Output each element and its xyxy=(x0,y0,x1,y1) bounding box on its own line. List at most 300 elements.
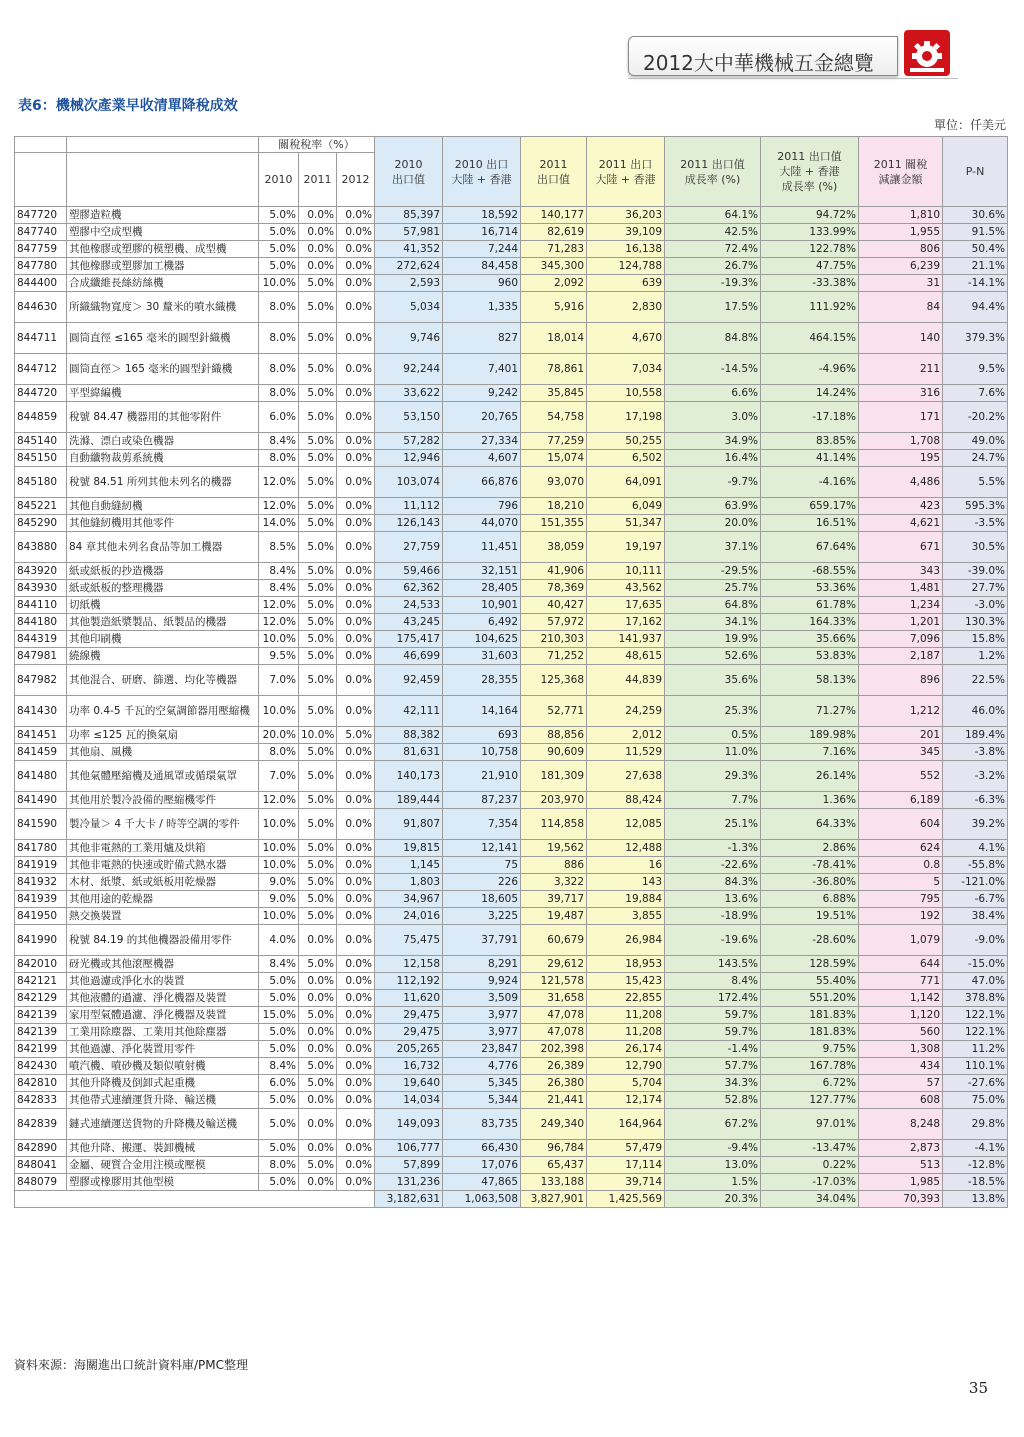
cell-tariff-2012: 0.0% xyxy=(337,1109,375,1140)
table-row xyxy=(15,515,1008,532)
cell-tariff-2010: 5.0% xyxy=(259,258,299,275)
cell-tariff-2011: 5.0% xyxy=(299,792,337,809)
cell-p-n: 9.5% xyxy=(943,354,1008,385)
cell-cn-export-2011: 7,034 xyxy=(587,354,665,385)
table-row xyxy=(15,224,1008,241)
cell-cn-export-2011: 5,704 xyxy=(587,1075,665,1092)
cell-tariff-2011: 0.0% xyxy=(299,1174,337,1191)
cell-hs-code: 841451 xyxy=(15,727,67,744)
cell-tariff-2012: 0.0% xyxy=(337,323,375,354)
cell-growth-2011: 20.0% xyxy=(665,515,761,532)
cell-tariff-2012: 0.0% xyxy=(337,258,375,275)
table-row xyxy=(15,990,1008,1007)
cell-cn-export-2010: 44,070 xyxy=(443,515,521,532)
cell-hs-code: 844859 xyxy=(15,402,67,433)
cell-p-n: 110.1% xyxy=(943,1058,1008,1075)
cell-cn-export-2011: 11,529 xyxy=(587,744,665,761)
cell-export-2011: 39,717 xyxy=(521,891,587,908)
cell-item-name: 圓筒直徑＞ 165 毫米的圓型針織機 xyxy=(67,354,259,385)
unit-label: 單位：仟美元 xyxy=(933,118,1006,132)
cell-hs-code: 841490 xyxy=(15,792,67,809)
cell-cn-export-2011: 43,562 xyxy=(587,580,665,597)
cell-tariff-2011: 5.0% xyxy=(299,809,337,840)
total-tariff-reduction: 70,393 xyxy=(859,1191,943,1208)
table-row xyxy=(15,908,1008,925)
cell-cn-export-2010: 84,458 xyxy=(443,258,521,275)
cell-tariff-2012: 0.0% xyxy=(337,614,375,631)
cell-export-2011: 71,252 xyxy=(521,648,587,665)
cell-tariff-reduction: 1,708 xyxy=(859,433,943,450)
cell-export-2010: 19,640 xyxy=(375,1075,443,1092)
table-row xyxy=(15,385,1008,402)
cell-item-name: 其他製造紙漿製品、紙製品的機器 xyxy=(67,614,259,631)
cell-growth-2011: 52.8% xyxy=(665,1092,761,1109)
cell-tariff-2012: 5.0% xyxy=(337,727,375,744)
cell-item-name: 切紙機 xyxy=(67,597,259,614)
cell-tariff-2011: 0.0% xyxy=(299,1024,337,1041)
cell-p-n: 595.3% xyxy=(943,498,1008,515)
cell-tariff-2011: 5.0% xyxy=(299,1157,337,1174)
cell-hs-code: 842139 xyxy=(15,1007,67,1024)
cell-item-name: 紙或紙板的整理機器 xyxy=(67,580,259,597)
cell-cn-export-2011: 2,012 xyxy=(587,727,665,744)
cell-export-2011: 31,658 xyxy=(521,990,587,1007)
cell-item-name: 其他混合、研磨、篩選、均化等機器 xyxy=(67,665,259,696)
cell-growth-2011: 26.7% xyxy=(665,258,761,275)
cell-tariff-reduction: 1,955 xyxy=(859,224,943,241)
cell-item-name: 塑膠中空成型機 xyxy=(67,224,259,241)
cell-growth-2011: 0.5% xyxy=(665,727,761,744)
cell-tariff-2010: 7.0% xyxy=(259,761,299,792)
cell-p-n: 38.4% xyxy=(943,908,1008,925)
cell-item-name: 所織織物寬度＞ 30 釐米的噴水織機 xyxy=(67,292,259,323)
cell-tariff-reduction: 624 xyxy=(859,840,943,857)
cell-cn-growth-2011: 35.66% xyxy=(761,631,859,648)
cell-cn-growth-2011: 47.75% xyxy=(761,258,859,275)
cell-tariff-2010: 8.5% xyxy=(259,532,299,563)
table-row xyxy=(15,973,1008,990)
cell-tariff-2011: 5.0% xyxy=(299,891,337,908)
cell-export-2011: 249,340 xyxy=(521,1109,587,1140)
cell-cn-growth-2011: 128.59% xyxy=(761,956,859,973)
cell-export-2011: 82,619 xyxy=(521,224,587,241)
cell-tariff-2011: 5.0% xyxy=(299,840,337,857)
cell-tariff-2010: 6.0% xyxy=(259,1075,299,1092)
cell-tariff-2011: 0.0% xyxy=(299,207,337,224)
cell-cn-export-2011: 22,855 xyxy=(587,990,665,1007)
cell-tariff-2012: 0.0% xyxy=(337,224,375,241)
cell-cn-export-2011: 17,162 xyxy=(587,614,665,631)
cell-export-2010: 126,143 xyxy=(375,515,443,532)
cell-tariff-2012: 0.0% xyxy=(337,467,375,498)
cell-tariff-2010: 5.0% xyxy=(259,990,299,1007)
cell-tariff-2012: 0.0% xyxy=(337,840,375,857)
cell-hs-code: 841480 xyxy=(15,761,67,792)
cell-p-n: -27.6% xyxy=(943,1075,1008,1092)
cell-tariff-2010: 5.0% xyxy=(259,241,299,258)
cell-tariff-2010: 8.0% xyxy=(259,1157,299,1174)
cell-export-2010: 131,236 xyxy=(375,1174,443,1191)
cell-tariff-2011: 5.0% xyxy=(299,597,337,614)
gear-logo-icon xyxy=(904,30,950,76)
cell-tariff-2011: 0.0% xyxy=(299,1092,337,1109)
cell-growth-2011: -14.5% xyxy=(665,354,761,385)
cell-item-name: 其他印刷機 xyxy=(67,631,259,648)
cell-export-2011: 121,578 xyxy=(521,973,587,990)
cell-p-n: -39.0% xyxy=(943,563,1008,580)
cell-export-2011: 19,487 xyxy=(521,908,587,925)
cell-cn-export-2010: 18,592 xyxy=(443,207,521,224)
cell-tariff-reduction: 6,239 xyxy=(859,258,943,275)
cell-growth-2011: 35.6% xyxy=(665,665,761,696)
cell-tariff-2011: 5.0% xyxy=(299,563,337,580)
cell-tariff-2012: 0.0% xyxy=(337,857,375,874)
header-divider xyxy=(628,78,958,79)
cell-growth-2011: 42.5% xyxy=(665,224,761,241)
cell-cn-export-2011: 26,174 xyxy=(587,1041,665,1058)
cell-cn-export-2011: 15,423 xyxy=(587,973,665,990)
table-row xyxy=(15,792,1008,809)
cell-export-2010: 11,112 xyxy=(375,498,443,515)
table-row xyxy=(15,1140,1008,1157)
cell-tariff-2012: 0.0% xyxy=(337,1174,375,1191)
cell-growth-2011: 59.7% xyxy=(665,1007,761,1024)
cell-p-n: 24.7% xyxy=(943,450,1008,467)
cell-export-2010: 88,382 xyxy=(375,727,443,744)
header-cn-growth-line1: 2011 出口值 xyxy=(777,150,842,163)
cell-p-n: -12.8% xyxy=(943,1157,1008,1174)
cell-tariff-2012: 0.0% xyxy=(337,744,375,761)
cell-tariff-reduction: 608 xyxy=(859,1092,943,1109)
table-row xyxy=(15,1058,1008,1075)
header-cn-2010 xyxy=(443,137,521,207)
cell-tariff-2010: 8.4% xyxy=(259,580,299,597)
cell-tariff-2011: 5.0% xyxy=(299,665,337,696)
cell-cn-export-2010: 31,603 xyxy=(443,648,521,665)
cell-item-name: 木材、紙漿、紙或紙板用乾燥器 xyxy=(67,874,259,891)
cell-hs-code: 842839 xyxy=(15,1109,67,1140)
cell-export-2011: 114,858 xyxy=(521,809,587,840)
cell-cn-growth-2011: 97.01% xyxy=(761,1109,859,1140)
cell-tariff-2012: 0.0% xyxy=(337,1058,375,1075)
cell-growth-2011: 11.0% xyxy=(665,744,761,761)
table-row xyxy=(15,696,1008,727)
cell-cn-growth-2011: -78.41% xyxy=(761,857,859,874)
cell-export-2011: 203,970 xyxy=(521,792,587,809)
cell-tariff-2010: 10.0% xyxy=(259,275,299,292)
cell-hs-code: 843930 xyxy=(15,580,67,597)
cell-tariff-2010: 4.0% xyxy=(259,925,299,956)
cell-export-2010: 85,397 xyxy=(375,207,443,224)
cell-export-2011: 38,059 xyxy=(521,532,587,563)
cell-tariff-reduction: 896 xyxy=(859,665,943,696)
cell-growth-2011: 72.4% xyxy=(665,241,761,258)
cell-export-2010: 27,759 xyxy=(375,532,443,563)
cell-tariff-2012: 0.0% xyxy=(337,207,375,224)
cell-tariff-2012: 0.0% xyxy=(337,1075,375,1092)
cell-tariff-2010: 6.0% xyxy=(259,402,299,433)
cell-tariff-2012: 0.0% xyxy=(337,956,375,973)
cell-cn-export-2011: 141,937 xyxy=(587,631,665,648)
cell-hs-code: 841990 xyxy=(15,925,67,956)
cell-tariff-reduction: 513 xyxy=(859,1157,943,1174)
cell-hs-code: 842810 xyxy=(15,1075,67,1092)
cell-item-name: 稅號 84.51 所列其他未列名的機器 xyxy=(67,467,259,498)
cell-tariff-reduction: 771 xyxy=(859,973,943,990)
cell-growth-2011: -1.3% xyxy=(665,840,761,857)
cell-item-name: 稅號 84.19 的其他機器設備用零件 xyxy=(67,925,259,956)
cell-growth-2011: 25.3% xyxy=(665,696,761,727)
cell-tariff-2012: 0.0% xyxy=(337,433,375,450)
cell-tariff-reduction: 4,486 xyxy=(859,467,943,498)
cell-tariff-2011: 5.0% xyxy=(299,515,337,532)
header-reduction xyxy=(859,137,943,207)
cell-cn-export-2010: 32,151 xyxy=(443,563,521,580)
cell-item-name: 合成纖維長絲紡絲機 xyxy=(67,275,259,292)
header-year-2011: 2011 xyxy=(299,153,337,207)
cell-growth-2011: 37.1% xyxy=(665,532,761,563)
cell-cn-export-2010: 23,847 xyxy=(443,1041,521,1058)
cell-cn-export-2010: 827 xyxy=(443,323,521,354)
cell-tariff-reduction: 806 xyxy=(859,241,943,258)
cell-export-2011: 133,188 xyxy=(521,1174,587,1191)
cell-p-n: -18.5% xyxy=(943,1174,1008,1191)
cell-cn-export-2010: 28,355 xyxy=(443,665,521,696)
cell-cn-growth-2011: 464.15% xyxy=(761,323,859,354)
cell-tariff-2011: 0.0% xyxy=(299,990,337,1007)
table-row xyxy=(15,467,1008,498)
cell-cn-export-2011: 88,424 xyxy=(587,792,665,809)
cell-growth-2011: 17.5% xyxy=(665,292,761,323)
cell-export-2010: 272,624 xyxy=(375,258,443,275)
cell-cn-export-2010: 960 xyxy=(443,275,521,292)
cell-cn-growth-2011: 94.72% xyxy=(761,207,859,224)
cell-growth-2011: -19.3% xyxy=(665,275,761,292)
cell-cn-growth-2011: -68.55% xyxy=(761,563,859,580)
cell-export-2011: 47,078 xyxy=(521,1024,587,1041)
cell-p-n: -3.0% xyxy=(943,597,1008,614)
cell-tariff-reduction: 201 xyxy=(859,727,943,744)
cell-tariff-reduction: 140 xyxy=(859,323,943,354)
cell-cn-export-2011: 11,208 xyxy=(587,1024,665,1041)
cell-cn-growth-2011: 67.64% xyxy=(761,532,859,563)
cell-export-2010: 92,244 xyxy=(375,354,443,385)
cell-tariff-2011: 5.0% xyxy=(299,292,337,323)
cell-item-name: 其他橡膠或塑膠的模塑機、成型機 xyxy=(67,241,259,258)
cell-p-n: -121.0% xyxy=(943,874,1008,891)
cell-tariff-reduction: 211 xyxy=(859,354,943,385)
cell-tariff-2012: 0.0% xyxy=(337,648,375,665)
cell-tariff-2011: 0.0% xyxy=(299,1041,337,1058)
cell-cn-export-2011: 3,855 xyxy=(587,908,665,925)
cell-tariff-2010: 5.0% xyxy=(259,1174,299,1191)
cell-item-name: 其他縫紉機用其他零件 xyxy=(67,515,259,532)
cell-export-2010: 1,803 xyxy=(375,874,443,891)
cell-export-2011: 47,078 xyxy=(521,1007,587,1024)
cell-cn-export-2010: 7,354 xyxy=(443,809,521,840)
cell-export-2011: 40,427 xyxy=(521,597,587,614)
cell-item-name: 其他用途的乾燥器 xyxy=(67,891,259,908)
cell-export-2011: 77,259 xyxy=(521,433,587,450)
cell-growth-2011: 59.7% xyxy=(665,1024,761,1041)
cell-cn-export-2011: 26,984 xyxy=(587,925,665,956)
cell-hs-code: 842129 xyxy=(15,990,67,1007)
cell-hs-code: 841939 xyxy=(15,891,67,908)
cell-hs-code: 844180 xyxy=(15,614,67,631)
cell-cn-growth-2011: 167.78% xyxy=(761,1058,859,1075)
cell-tariff-2010: 8.4% xyxy=(259,1058,299,1075)
cell-tariff-2011: 5.0% xyxy=(299,498,337,515)
cell-tariff-2012: 0.0% xyxy=(337,973,375,990)
table-row xyxy=(15,258,1008,275)
cell-cn-growth-2011: 53.36% xyxy=(761,580,859,597)
table-row xyxy=(15,498,1008,515)
cell-p-n: 379.3% xyxy=(943,323,1008,354)
cell-export-2010: 1,145 xyxy=(375,857,443,874)
cell-cn-export-2010: 14,164 xyxy=(443,696,521,727)
cell-tariff-2011: 5.0% xyxy=(299,467,337,498)
cell-tariff-reduction: 5 xyxy=(859,874,943,891)
cell-export-2011: 96,784 xyxy=(521,1140,587,1157)
cell-p-n: -14.1% xyxy=(943,275,1008,292)
header-title: 2012大中華機械五金總覽 xyxy=(643,51,874,75)
cell-cn-growth-2011: -4.96% xyxy=(761,354,859,385)
cell-item-name: 洗滌、漂白或染色機器 xyxy=(67,433,259,450)
cell-hs-code: 842430 xyxy=(15,1058,67,1075)
cell-export-2010: 9,746 xyxy=(375,323,443,354)
table-row xyxy=(15,532,1008,563)
cell-tariff-reduction: 8,248 xyxy=(859,1109,943,1140)
cell-export-2011: 78,369 xyxy=(521,580,587,597)
cell-tariff-2010: 8.0% xyxy=(259,450,299,467)
cell-cn-export-2010: 37,791 xyxy=(443,925,521,956)
cell-export-2010: 12,946 xyxy=(375,450,443,467)
cell-hs-code: 841430 xyxy=(15,696,67,727)
table-row xyxy=(15,665,1008,696)
cell-cn-export-2011: 57,479 xyxy=(587,1140,665,1157)
cell-tariff-2010: 10.0% xyxy=(259,840,299,857)
cell-export-2011: 78,861 xyxy=(521,354,587,385)
cell-growth-2011: 84.3% xyxy=(665,874,761,891)
cell-hs-code: 847720 xyxy=(15,207,67,224)
cell-cn-growth-2011: 83.85% xyxy=(761,433,859,450)
cell-growth-2011: 34.9% xyxy=(665,433,761,450)
cell-cn-growth-2011: 19.51% xyxy=(761,908,859,925)
cell-growth-2011: 57.7% xyxy=(665,1058,761,1075)
cell-export-2010: 103,074 xyxy=(375,467,443,498)
table-row xyxy=(15,1109,1008,1140)
cell-tariff-2012: 0.0% xyxy=(337,275,375,292)
cell-export-2010: 11,620 xyxy=(375,990,443,1007)
cell-cn-export-2011: 48,615 xyxy=(587,648,665,665)
cell-growth-2011: 64.1% xyxy=(665,207,761,224)
header-blank-name xyxy=(67,137,259,153)
cell-export-2011: 210,303 xyxy=(521,631,587,648)
cell-export-2011: 181,309 xyxy=(521,761,587,792)
cell-export-2010: 29,475 xyxy=(375,1024,443,1041)
table-row xyxy=(15,354,1008,385)
cell-hs-code: 841932 xyxy=(15,874,67,891)
cell-cn-growth-2011: 551.20% xyxy=(761,990,859,1007)
header-growth-2011-line2: 成長率 (%) xyxy=(684,172,741,186)
cell-export-2010: 75,475 xyxy=(375,925,443,956)
total-cn-growth-2011: 34.04% xyxy=(761,1191,859,1208)
cell-tariff-2010: 12.0% xyxy=(259,597,299,614)
header-reduction-line1: 2011 關稅 xyxy=(873,157,928,171)
cell-p-n: 75.0% xyxy=(943,1092,1008,1109)
cell-tariff-2011: 5.0% xyxy=(299,433,337,450)
cell-cn-export-2010: 10,901 xyxy=(443,597,521,614)
cell-cn-export-2010: 17,076 xyxy=(443,1157,521,1174)
cell-tariff-2011: 5.0% xyxy=(299,580,337,597)
cell-tariff-2011: 10.0% xyxy=(299,727,337,744)
table-row xyxy=(15,1024,1008,1041)
cell-tariff-2010: 10.0% xyxy=(259,696,299,727)
cell-tariff-2010: 12.0% xyxy=(259,792,299,809)
cell-item-name: 其他升降機及倒卸式起重機 xyxy=(67,1075,259,1092)
cell-cn-growth-2011: 189.98% xyxy=(761,727,859,744)
cell-p-n: 27.7% xyxy=(943,580,1008,597)
cell-export-2010: 57,899 xyxy=(375,1157,443,1174)
cell-p-n: -9.0% xyxy=(943,925,1008,956)
cell-tariff-2012: 0.0% xyxy=(337,580,375,597)
table-row xyxy=(15,241,1008,258)
cell-tariff-2012: 0.0% xyxy=(337,597,375,614)
cell-p-n: -3.5% xyxy=(943,515,1008,532)
header-year-2012: 2012 xyxy=(337,153,375,207)
cell-hs-code: 848041 xyxy=(15,1157,67,1174)
cell-tariff-2012: 0.0% xyxy=(337,292,375,323)
cell-tariff-2010: 5.0% xyxy=(259,207,299,224)
cell-tariff-reduction: 795 xyxy=(859,891,943,908)
cell-item-name: 塑膠造粒機 xyxy=(67,207,259,224)
cell-item-name: 平型緯編機 xyxy=(67,385,259,402)
cell-cn-export-2011: 12,085 xyxy=(587,809,665,840)
cell-cn-growth-2011: 26.14% xyxy=(761,761,859,792)
table-row xyxy=(15,323,1008,354)
cell-cn-export-2010: 83,735 xyxy=(443,1109,521,1140)
cell-p-n: -3.8% xyxy=(943,744,1008,761)
cell-cn-growth-2011: 1.36% xyxy=(761,792,859,809)
header-cn-growth xyxy=(761,137,859,207)
cell-cn-export-2011: 27,638 xyxy=(587,761,665,792)
cell-tariff-2010: 8.0% xyxy=(259,323,299,354)
cell-growth-2011: 25.7% xyxy=(665,580,761,597)
cell-growth-2011: 16.4% xyxy=(665,450,761,467)
cell-cn-growth-2011: 0.22% xyxy=(761,1157,859,1174)
cell-growth-2011: -9.7% xyxy=(665,467,761,498)
table-row xyxy=(15,857,1008,874)
cell-p-n: 5.5% xyxy=(943,467,1008,498)
table-body xyxy=(15,207,1008,1208)
cell-item-name: 其他升降、搬運、裝卸機械 xyxy=(67,1140,259,1157)
cell-cn-export-2010: 66,876 xyxy=(443,467,521,498)
cell-tariff-reduction: 604 xyxy=(859,809,943,840)
cell-tariff-reduction: 1,308 xyxy=(859,1041,943,1058)
cell-export-2010: 46,699 xyxy=(375,648,443,665)
cell-tariff-2011: 5.0% xyxy=(299,956,337,973)
cell-export-2011: 18,014 xyxy=(521,323,587,354)
cell-tariff-2012: 0.0% xyxy=(337,1007,375,1024)
cell-cn-growth-2011: 55.40% xyxy=(761,973,859,990)
cell-item-name: 工業用除塵器、工業用其他除塵器 xyxy=(67,1024,259,1041)
cell-item-name: 其他用於製冷設備的壓縮機零件 xyxy=(67,792,259,809)
cell-cn-growth-2011: 71.27% xyxy=(761,696,859,727)
total-cn-export-2011: 1,425,569 xyxy=(587,1191,665,1208)
cell-export-2010: 149,093 xyxy=(375,1109,443,1140)
cell-tariff-2012: 0.0% xyxy=(337,515,375,532)
cell-tariff-2010: 8.4% xyxy=(259,563,299,580)
